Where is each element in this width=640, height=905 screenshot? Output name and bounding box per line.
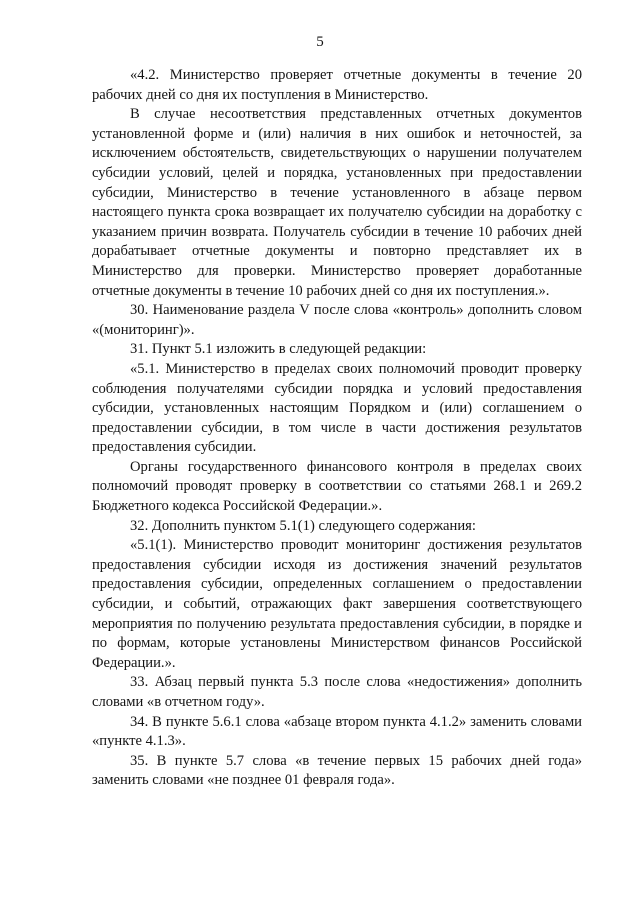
paragraph-4-2: «4.2. Министерство проверяет отчетные документы в течение 20 рабочих дней со дня их поступления в Министерство. <box>92 67 582 103</box>
paragraph-5-1: «5.1. Министерство в пределах своих полномочий проводит проверку соблюдения получателями субсидии порядка и условий предоставления субсидии, установленных настоящим Порядком и (или) соглашением о предоставлении субсидии, в том числе в части достижения результатов предоставления субсидии. <box>92 360 582 456</box>
paragraph-item-35: 35. В пункте 5.7 слова «в течение первых 15 рабочих дней года» заменить словами «не позднее 01 февраля года». <box>92 752 582 789</box>
paragraph-return-for-revision: В случае несоответствия представленных отчетных документов установленной форме и (или) наличия в них ошибок и неточностей, за исключением обстоятельств, свидетельствующих о нарушении получателем субсидии условий, целей и порядка, установленных при предоставлении субсидии, Министерство в течение установленного в абзаце первом настоящего пункта срока возвращает их получателю субсидии на доработку с указанием причин возврата. Получатель субсидии в течение 10 рабочих дней дорабатывает отчетные документы и повторно представляет их в Министерство для проверки. Министерство проверяет доработанные отчетные документы в течение 10 рабочих дней со дня их поступления.». <box>92 106 582 299</box>
paragraph-item-34: 34. В пункте 5.6.1 слова «абзаце втором пункта 4.1.2» заменить словами «пункте 4.1.3». <box>92 713 582 750</box>
document-body <box>92 66 582 791</box>
paragraph-item-33: 33. Абзац первый пункта 5.3 после слова «недостижения» дополнить словами «в отчетном году». <box>92 674 582 710</box>
paragraph-item-30: 30. Наименование раздела V после слова «контроль» дополнить словом «(мониторинг)». <box>92 302 582 338</box>
paragraph-5-1-1: «5.1(1). Министерство проводит мониторинг достижения результатов предоставления субсидии исходя из достижения значений результатов предоставления субсидии, определенных соглашением о предоставлении субсидии, и событий, отражающих факт завершения соответствующего мероприятия по получению результата предоставления субсидии, в порядке и по формам, которые установлены Министерством финансов Российской Федерации.». <box>92 537 582 671</box>
paragraph-item-31: 31. Пункт 5.1 изложить в следующей редакции: <box>130 341 427 358</box>
paragraph-item-32: 32. Дополнить пунктом 5.1(1) следующего содержания: <box>130 517 476 534</box>
paragraph-financial-control: Органы государственного финансового контроля в пределах своих полномочий проводят проверку в соответствии со статьями 268.1 и 269.2 Бюджетного кодекса Российской Федерации.». <box>92 458 582 515</box>
page-number: 5 <box>316 34 324 50</box>
